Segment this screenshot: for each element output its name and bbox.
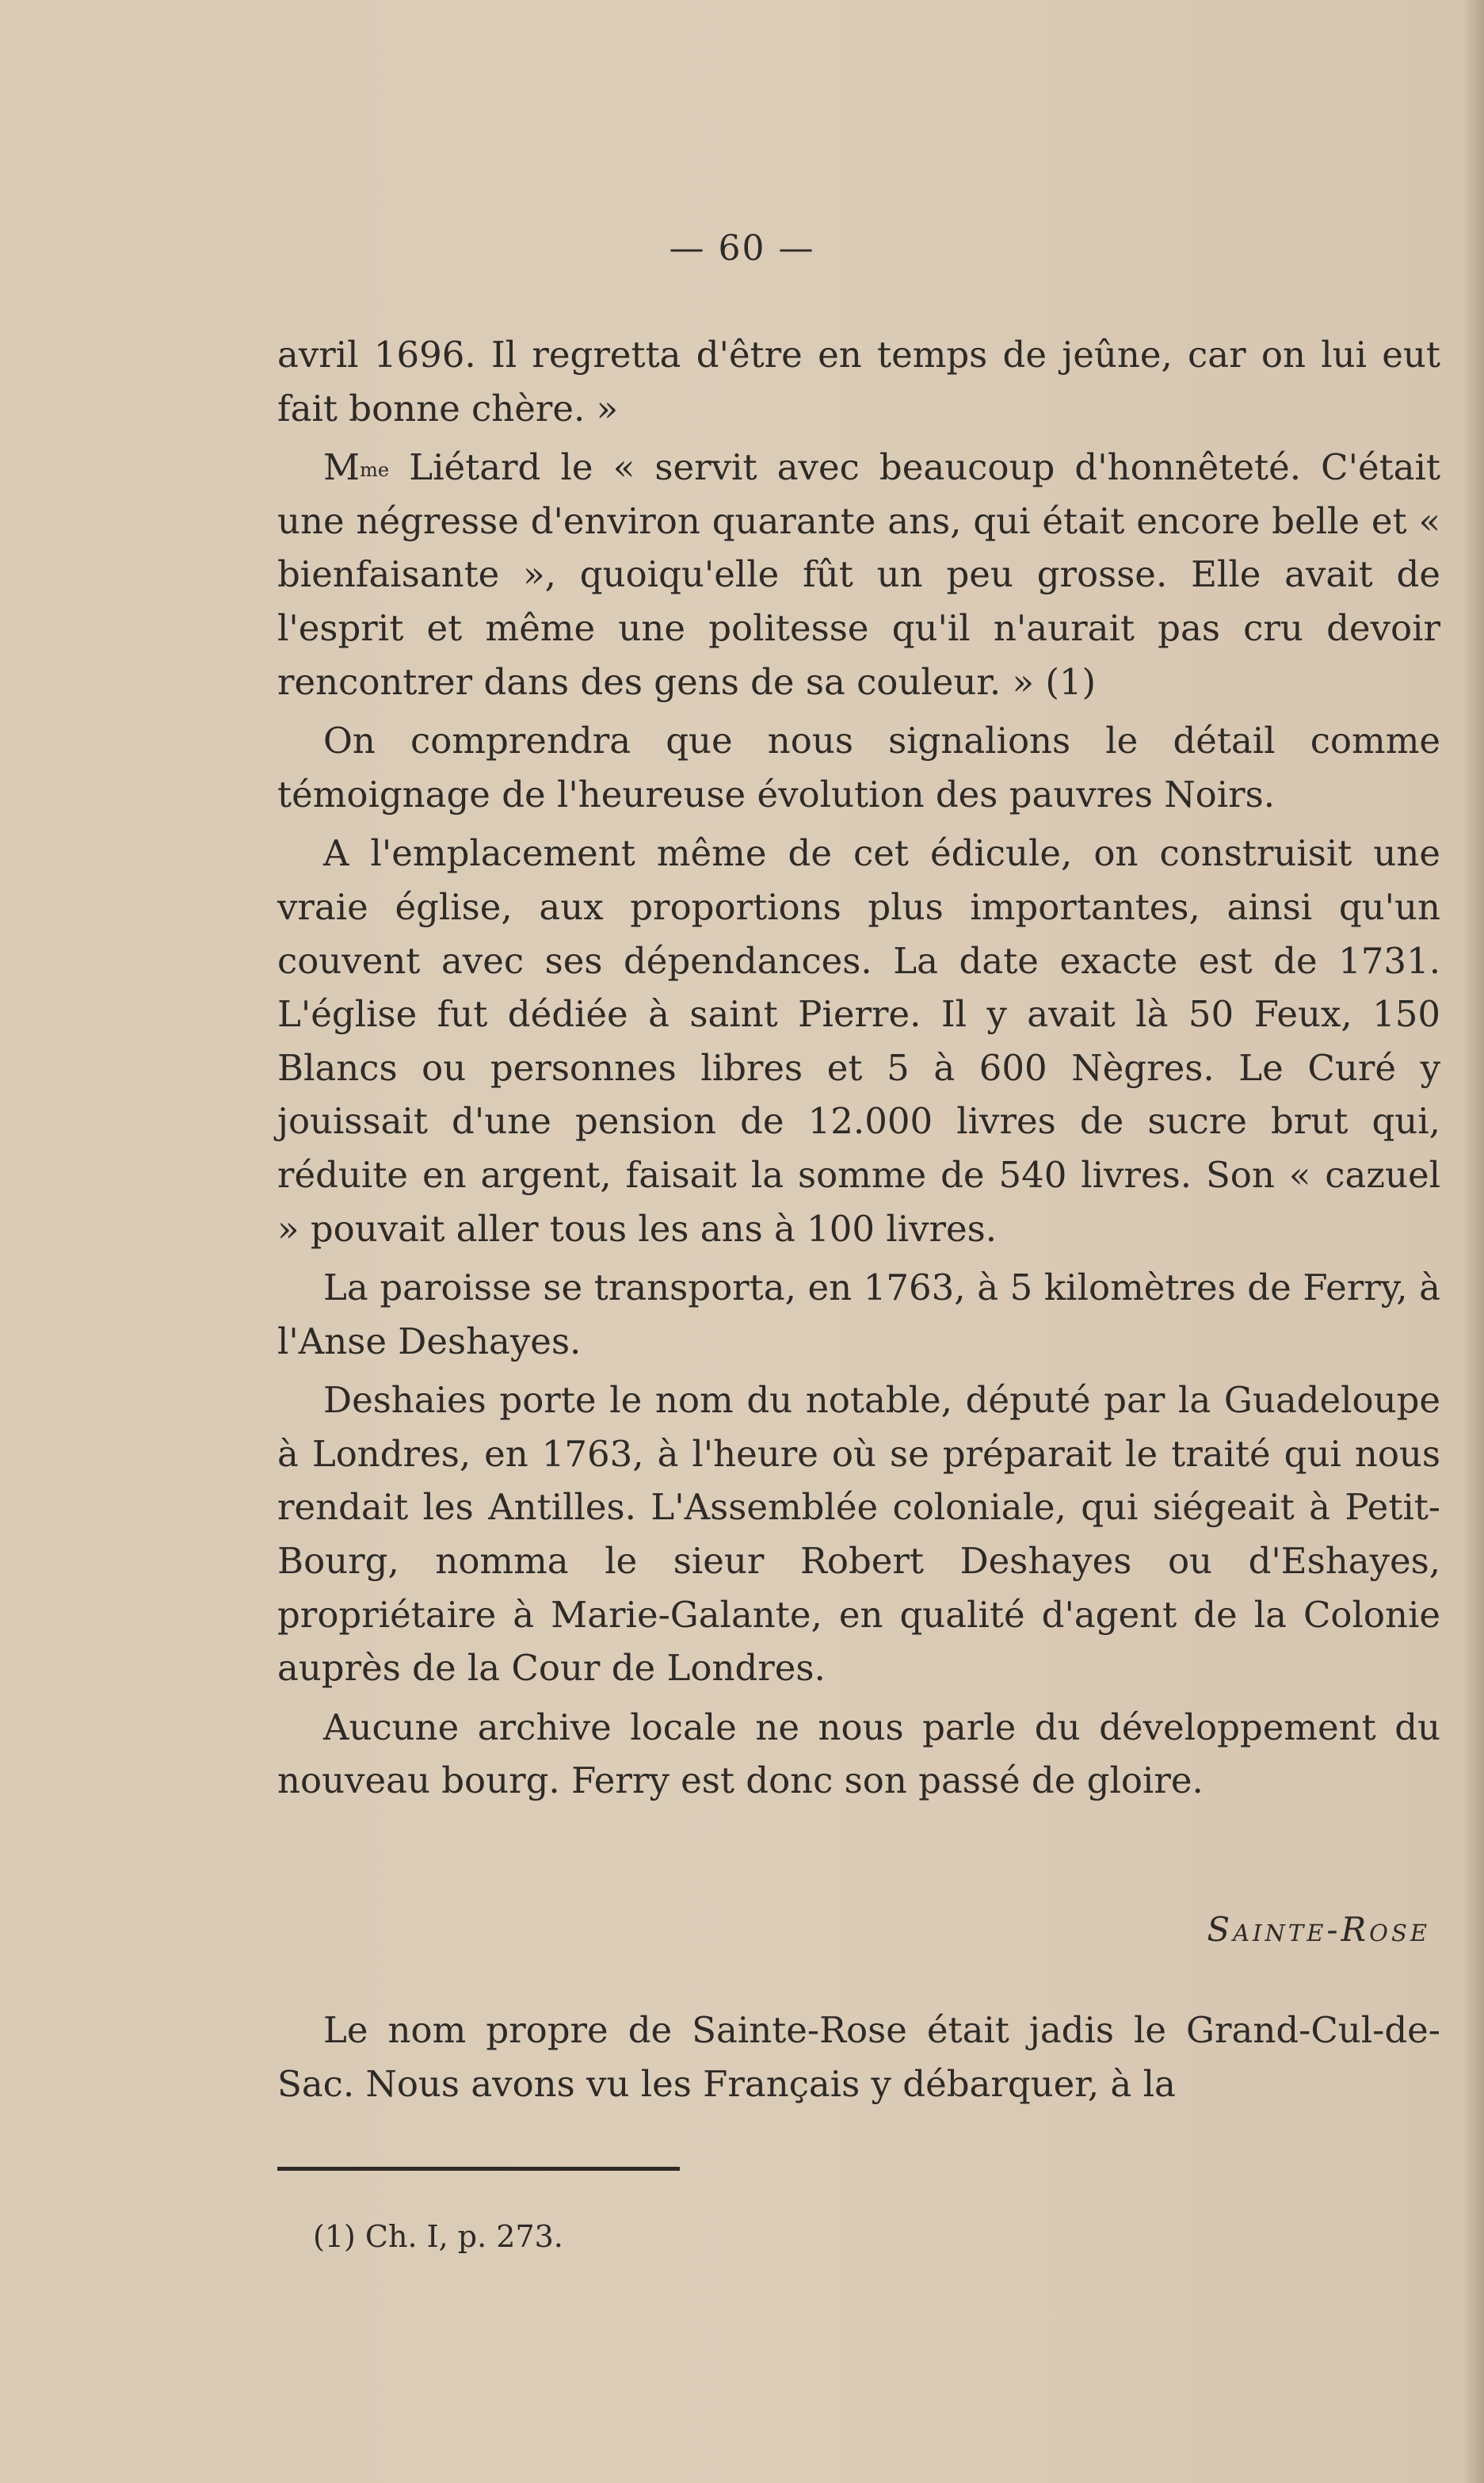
section-text [277,2004,1440,2111]
paragraph-2-text: Liétard le « servit avec beaucoup d'honnêteté. C'était une négresse d'environ quarante ans, qui était encore belle et « bienfaisante », quoiqu'elle fût un peu grosse. Elle avait de l'esprit et même une politesse qu'il n'aurait pas cru devoir rencontrer dans des gens de sa couleur. » (1) [277,446,1440,703]
page-number: — 60 — [669,228,815,269]
footnote: (1) Ch. I, p. 273. [313,2219,563,2254]
paragraph-3: On comprendra que nous signalions le détail comme témoignage de l'heureuse évolution des pauvres Noirs. [277,720,1440,816]
page-edge-shadow [1462,0,1484,2483]
paragraph-1: avril 1696. Il regretta d'être en temps de jeûne, car on lui eut fait bonne chère. » [277,334,1440,430]
footnote-rule [277,2167,680,2171]
paragraph-6: Deshaies porte le nom du notable, député par la Guadeloupe à Londres, en 1763, à l'heure où se préparait le traité qui nous rendait les Antilles. L'Assemblée coloniale, qui siégeait à Petit-Bourg, nomma le sieur Robert Deshayes ou d'Eshayes, propriétaire à Marie-Galante, en qualité d'agent de la Colonie auprès de la Cour de Londres. [277,1379,1440,1690]
section-heading: Sainte-Rose [1207,1910,1430,1949]
paragraph-5: La paroisse se transporta, en 1763, à 5 kilomètres de Ferry, à l'Anse Deshayes. [277,1266,1440,1362]
paragraph-4: A l'emplacement même de cet édicule, on construisit une vraie église, aux proportions plus importantes, ainsi qu'un couvent avec ses dépendances. La date exacte est de 1731. L'église fut dédiée à saint Pierre. Il y avait là 50 Feux, 150 Blancs ou personnes libres et 5 à 600 Nègres. Le Curé y jouissait d'une pension de 12.000 livres de sucre brut qui, réduite en argent, faisait la somme de 540 livres. Son « cazuel » pouvait aller tous les ans à 100 livres. [277,832,1440,1250]
main-text [277,328,1440,1813]
paragraph-7: Aucune archive locale ne nous parle du développement du nouveau bourg. Ferry est donc son passé de gloire. [277,1706,1440,1802]
paragraph-2: $M^{me}$ Liétard le « servit avec beaucoup d'honnêteté. C'était une négresse d'environ quarante ans, qui était encore belle et « bienfaisante », quoiqu'elle fût un peu grosse. Elle avait de l'esprit et même une politesse qu'il n'aurait pas cru devoir rencontrer dans des gens de sa couleur. » (1) [277,446,1440,703]
section-paragraph: Le nom propre de Sainte-Rose était jadis le Grand-Cul-de-Sac. Nous avons vu les Français y débarquer, à la [277,2009,1440,2105]
